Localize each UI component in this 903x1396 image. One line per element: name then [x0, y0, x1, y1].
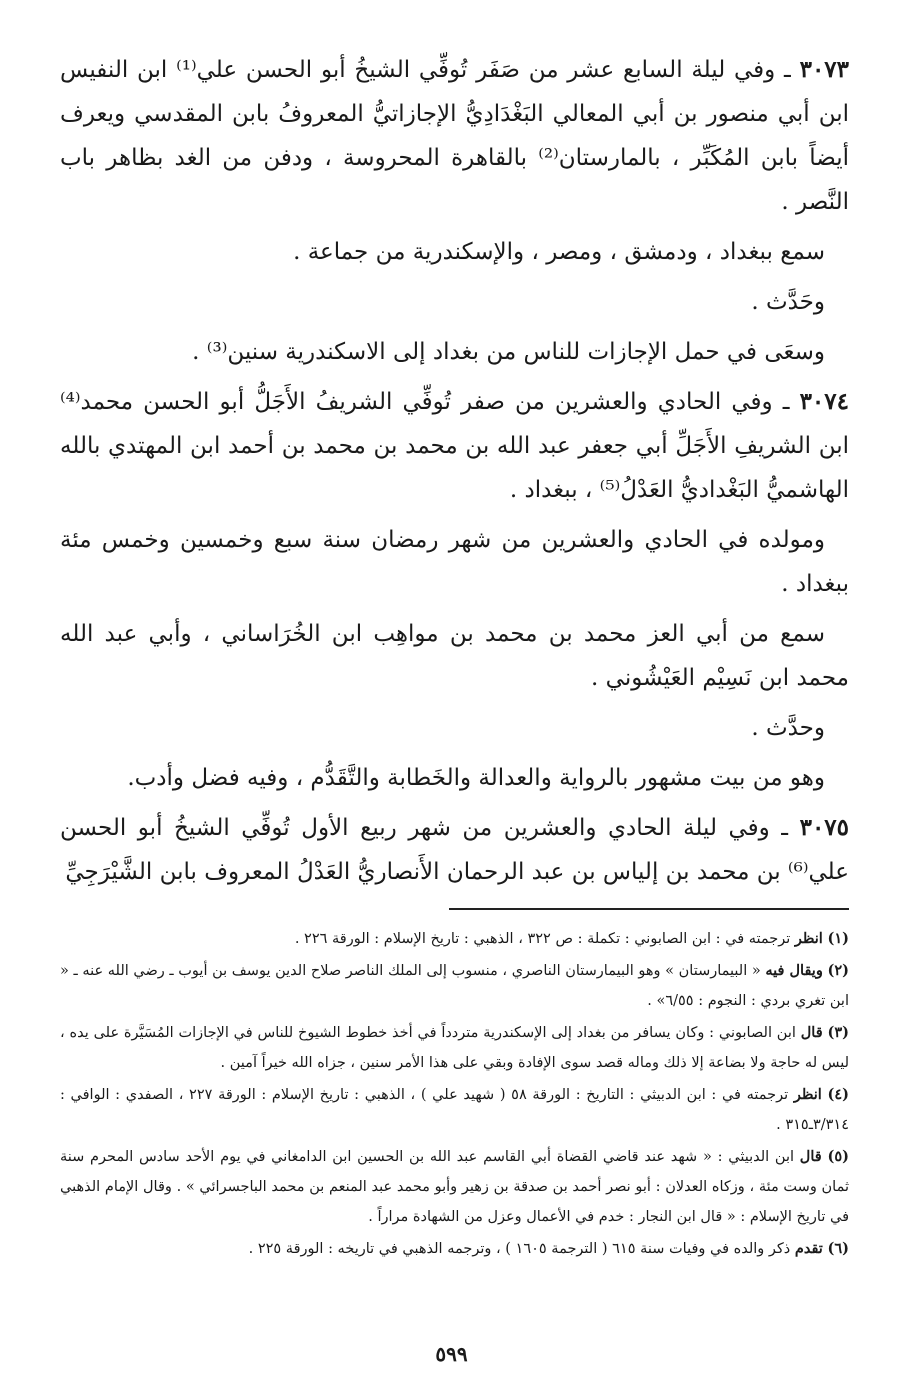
entry-paragraph: ومولده في الحادي والعشرين من شهر رمضان سنة سبع وخمسين وخمس مئة ببغداد . — [60, 527, 849, 597]
document-page — [60, 48, 849, 1356]
footnote-4 — [60, 1080, 849, 1140]
footnote-number: (٣) — [827, 1024, 849, 1041]
footnote-lead: قال — [799, 1148, 822, 1165]
footnote-text: ابن الدبيثي : « شهد عند قاضي القضاة أبي القاسم عبد الله بن الحسين ابن الدامغاني في يوم الأحد سادس المحرم سنة ثمان وست مئة ، وزكاه العدلان : أبو نصر أحمد بن صدقة بن زهير وأبو محمد عبد المنعم بن محمد الباجسرائي » . وقال الإمام الذهبي في تاريخ الإسلام : « قال ابن النجار : خدم في الأعمال وعزل من الشهادة مراراً . — [60, 1149, 849, 1225]
entry-number: ٣٠٧٥ — [799, 814, 850, 841]
footnote-text: ذكر والده في وفيات سنة ٦١٥ ( الترجمة ١٦٠٥ ) ، وترجمه الذهبي في تاريخه : الورقة ٢٢٥ . — [248, 1241, 791, 1257]
footnote-text: ترجمته في : ابن الدبيثي : التاريخ : الورقة ٥٨ ( شهيد علي ) ، الذهبي : تاريخ الإسلام : الورقة ٢٢٧ ، الصفدي : الوافي : ٣/٣١٤ـ٣١٥ . — [60, 1087, 849, 1133]
entry-3073 — [60, 48, 849, 224]
footnote-text: ابن الصابوني : وكان يسافر من بغداد إلى الإسكندرية متردداً في أخذ خطوط الشيوخ للناس في الإجازات المُسَيَّرة على يده ، ليس له حاجة ولا بضاعة إلا ذلك وماله قصد سوى الإفادة وبقي على هذا الأمر سنين ، جزاه الله خيراً آمين . — [60, 1025, 849, 1071]
entry-paragraph: سمع من أبي العز محمد بن محمد بن مواهِب ابن الخُرَاساني ، وأبي عبد الله محمد ابن نَسِيْم العَيْشُوني . — [60, 621, 849, 691]
main-text — [60, 48, 849, 894]
entry-paragraph: وحدَّث . — [751, 715, 825, 741]
footnote-number: (٦) — [827, 1240, 849, 1257]
footnote-lead: انظر — [793, 1086, 822, 1103]
entry-paragraph: وسعَى في حمل الإجازات للناس من بغداد إلى الاسكندرية سنين⁽³⁾ . — [192, 339, 825, 365]
footnote-lead: ويقال فيه — [765, 962, 823, 979]
footnote-number: (٢) — [827, 962, 850, 979]
footnote-lead: تقدم — [794, 1240, 823, 1257]
entry-number: ٣٠٧٤ — [799, 388, 849, 415]
footnote-1 — [60, 924, 849, 954]
entry-paragraph: سمع ببغداد ، ودمشق ، ومصر ، والإسكندرية من جماعة . — [293, 239, 825, 265]
footnote-3 — [60, 1018, 849, 1078]
entry-text: ـ وفي ليلة الحادي والعشرين من شهر ربيع الأول تُوفِّي الشيخُ أبو الحسن علي⁽⁶⁾ بن محمد بن إلياس بن عبد الرحمان الأَنصاريُّ العَدْلُ المعروف بابن الشَّيْرَجِيِّ — [60, 815, 849, 885]
entry-3075 — [60, 806, 849, 894]
footnote-2 — [60, 956, 849, 1016]
footnote-number: (١) — [827, 930, 849, 947]
entry-paragraph: وهو من بيت مشهور بالرواية والعدالة والخَطابة والتَّقَدُّم ، وفيه فضل وأدب. — [127, 765, 825, 791]
footnote-lead: قال — [800, 1024, 823, 1041]
footnote-number: (٥) — [827, 1148, 849, 1165]
footnote-divider — [449, 908, 849, 910]
entry-text: ـ وفي الحادي والعشرين من صفر تُوفِّي الشريفُ الأَجَلُّ أبو الحسن محمد⁽⁴⁾ ابن الشريفِ الأَجَلِّ أبي جعفر عبد الله بن محمد بن محمد بن أحمد ابن المهتدي بالله الهاشميُّ البَغْداديُّ العَدْلُ⁽⁵⁾ ، ببغداد . — [60, 389, 849, 503]
entry-3074 — [60, 380, 849, 512]
footnote-6 — [60, 1234, 849, 1264]
footnote-text: ترجمته في : ابن الصابوني : تكملة : ص ٣٢٢ ، الذهبي : تاريخ الإسلام : الورقة ٢٢٦ . — [294, 931, 791, 947]
footnote-text: « البيمارستان » وهو البيمارستان الناصري ، منسوب إلى الملك الناصر صلاح الدين يوسف بن أيوب ـ رضي الله عنه ـ « ابن تغري بردي : النجوم : ٦/٥٥» . — [60, 963, 849, 1009]
page-number: ٥٩٩ — [435, 1342, 468, 1366]
entry-paragraph: وحَدَّث . — [751, 289, 825, 315]
footnote-5 — [60, 1142, 849, 1232]
entry-number: ٣٠٧٣ — [799, 56, 850, 83]
entry-text: ـ وفي ليلة السابع عشر من صَفَر تُوفِّي الشيخُ أبو الحسن علي⁽¹⁾ ابن النفيس ابن أبي منصور بن أبي المعالي البَغْدَادِيُّ الإجازاتيُّ المعروفُ بابن المقدسي ويعرف أيضاً بابن المُكَبِّر ، بالمارستان⁽²⁾ بالقاهرة المحروسة ، ودفن من الغد بظاهر باب النَّصر . — [60, 57, 849, 215]
footnotes — [60, 924, 849, 1264]
footnote-number: (٤) — [827, 1086, 850, 1103]
footnote-lead: انظر — [794, 930, 823, 947]
